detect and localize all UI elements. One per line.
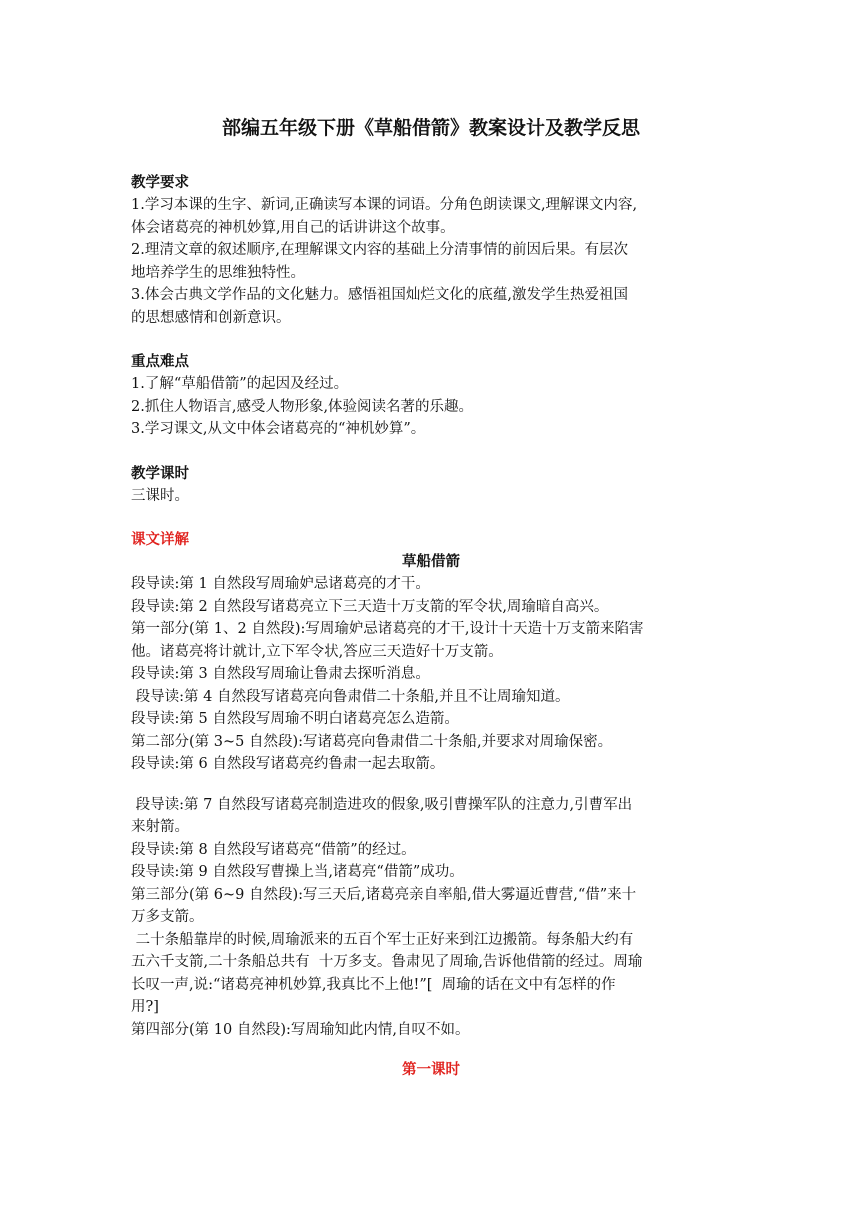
detail-line: 第一部分(第 1、2 自然段):写周瑜妒忌诸葛亮的才干,设计十天造十万支箭来陷害 (131, 621, 644, 637)
detail-line: 段导读:第 8 自然段写诸葛亮“借箭”的经过。 (131, 841, 416, 858)
hours-heading: 教学课时 (131, 465, 189, 482)
key-points-line: 2.抓住人物语言,感受人物形象,体验阅读名著的乐趣。 (131, 398, 474, 415)
key-points-line: 1.了解“草船借箭”的起因及经过。 (131, 376, 349, 392)
detail-line: 段导读:第 5 自然段写周瑜不明白诸葛亮怎么造箭。 (131, 711, 459, 727)
document-page (131, 112, 731, 1081)
detail-section (131, 529, 731, 1041)
detail-line: 段导读:第 4 自然段写诸葛亮向鲁肃借二十条船,并且不让周瑜知道。 (131, 688, 570, 705)
document-title: 部编五年级下册《草船借箭》教案设计及教学反思 (221, 117, 640, 139)
requirements-line: 2.理清文章的叙述顺序,在理解课文内容的基础上分清事情的前因后果。有层次 (131, 242, 628, 258)
detail-line: 段导读:第 1 自然段写周瑜妒忌诸葛亮的才干。 (131, 576, 430, 592)
key-points-line: 3.学习课文,从文中体会诸葛亮的“神机妙算”。 (131, 421, 426, 437)
detail-heading: 课文详解 (131, 532, 189, 548)
requirements-line: 1.学习本课的生字、新词,正确读写本课的词语。分角色朗读课文,理解课文内容, (131, 197, 638, 213)
detail-line: 段导读:第 6 自然段写诸葛亮约鲁肃一起去取箭。 (131, 756, 445, 772)
first-lesson-heading: 第一课时 (402, 1062, 460, 1078)
lesson-subtitle: 草船借箭 (402, 554, 460, 570)
requirements-section (131, 172, 731, 329)
detail-line: 万多支箭。 (131, 909, 204, 925)
requirements-line: 3.体会古典文学作品的文化魅力。感悟祖国灿烂文化的底蕴,激发学生热爱祖国 (131, 287, 628, 303)
detail-line: 来射箭。 (131, 819, 189, 835)
detail-line: 他。诸葛亮将计就计,立下军令状,答应三天造好十万支箭。 (131, 643, 503, 660)
detail-line: 长叹一声,说:“诸葛亮神机妙算,我真比不上他!”[ 周瑜的话在文中有怎样的作 (131, 976, 616, 993)
detail-line: 五六千支箭,二十条船总共有 十万多支。鲁肃见了周瑜,告诉他借箭的经过。周瑜 (131, 954, 643, 970)
detail-line: 第二部分(第 3~5 自然段):写诸葛亮向鲁肃借二十条船,并要求对周瑜保密。 (131, 733, 613, 750)
detail-line: 段导读:第 3 自然段写周瑜让鲁肃去探听消息。 (131, 666, 430, 682)
detail-line: 二十条船靠岸的时候,周瑜派来的五百个军士正好来到江边搬箭。每条船大约有 (131, 931, 634, 948)
requirements-line: 体会诸葛亮的神机妙算,用自己的话讲讲这个故事。 (131, 219, 455, 236)
detail-line: 段导读:第 9 自然段写曹操上当,诸葛亮“借箭”成功。 (131, 864, 464, 880)
hours-text: 三课时。 (131, 487, 189, 504)
detail-line: 段导读:第 7 自然段写诸葛亮制造进攻的假象,吸引曹操军队的注意力,引曹军出 (131, 796, 633, 813)
requirements-heading: 教学要求 (131, 175, 189, 191)
key-points-heading: 重点难点 (131, 354, 189, 370)
detail-line: 用?] (131, 999, 159, 1015)
detail-line: 第三部分(第 6~9 自然段):写三天后,诸葛亮亲自率船,借大雾逼近曹营,“借”来十 (131, 886, 637, 903)
hours-section (131, 463, 731, 508)
detail-line: 段导读:第 2 自然段写诸葛亮立下三天造十万支箭的军令状,周瑜暗自高兴。 (131, 598, 609, 615)
requirements-line: 的思想感情和创新意识。 (131, 309, 291, 326)
key-points-section (131, 351, 731, 441)
requirements-line: 地培养学生的思维独特性。 (131, 264, 305, 281)
detail-line: 第四部分(第 10 自然段):写周瑜知此内情,自叹不如。 (131, 1021, 470, 1038)
